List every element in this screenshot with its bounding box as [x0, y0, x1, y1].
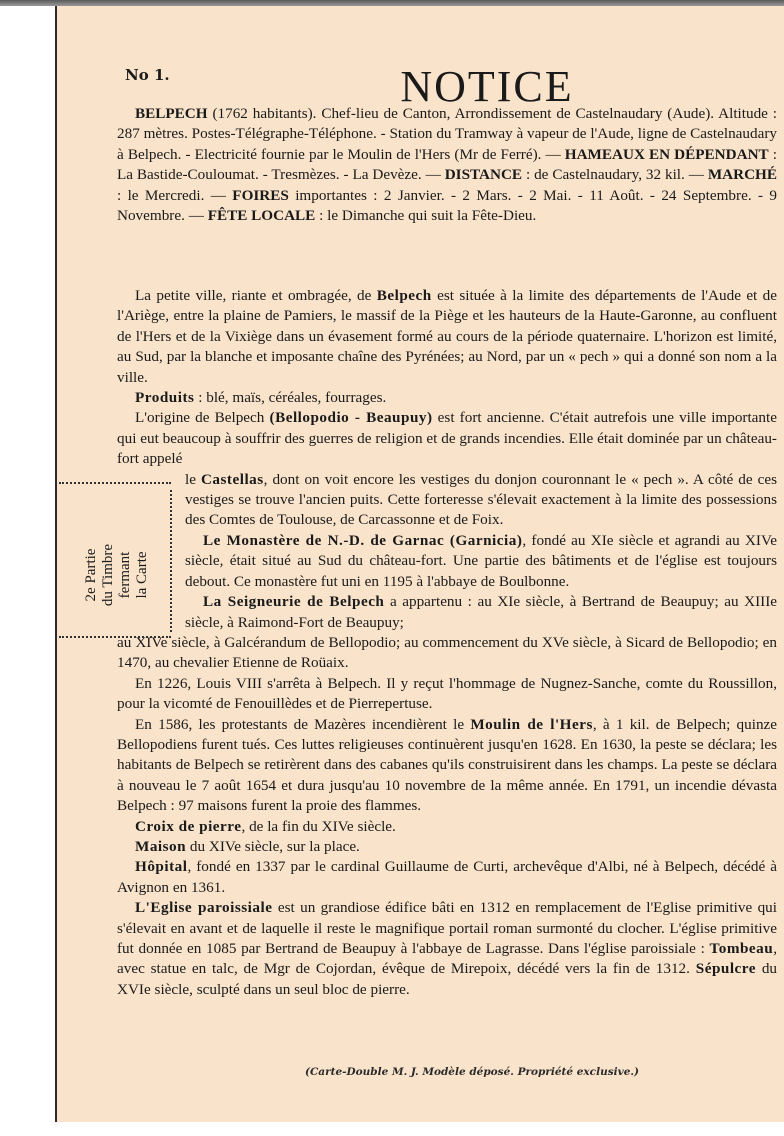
paragraph-castellas	[185, 470, 777, 531]
text: , dont on voit encore les vestiges du donjon couronnant le « pech ». A côté de ces vestiges se trouve l'ancien puits. Cette forteresse s'élevait exactement à la limite des possessions des Comtes de Toulouse, de Carcassonne et de Foix.	[185, 470, 777, 529]
card-number: No 1.	[125, 66, 170, 84]
text: a appartenu : au XIe siècle, à Bertrand de Beaupuy; au XIIIe siècle, à Raimond-Fort de Beaupuy;	[185, 593, 777, 631]
text-bold: Croix de pierre	[135, 817, 242, 835]
text-bold: Hôpital	[135, 858, 188, 876]
text: est un grandiose édifice bâti en 1312 en remplacement de l'Eglise primitive qui s'élevait en avant et de laquelle il reste le magnifique portail roman surmonté du clocher. L'église primitive fut donnée en 1085 par Bertrand de Beaupuy à l'abbaye de Lagrasse. Dans l'église paroissiale :	[117, 899, 777, 957]
paragraph-monastere	[185, 531, 777, 592]
text: , fondé en 1337 par le cardinal Guillaume de Curti, archevêque d'Albi, né à Belpech, décédé à Avignon en 1361.	[117, 858, 777, 896]
text: est située à la limite des départements de l'Aude et de l'Ariège, entre la plaine de Pamiers, le massif de la Piège et les hauteurs de la Haute-Garonne, au confluent de l'Hers et de la Vixiège dans un évasement formé au cours de la période quaternaire. L'horizon est limité, au Sud, par la blanche et imposante chaîne des Pyrénées; au Nord, par un « pech » qui a donné son nom a la ville.	[117, 287, 777, 386]
stamp-line: du Timbre	[100, 543, 116, 607]
body-top	[117, 286, 777, 1000]
paragraph-seigneurie	[185, 592, 777, 633]
text-bold: Castellas	[200, 470, 264, 488]
fete-label: FÊTE LOCALE	[207, 207, 316, 225]
stamp-line: la Carte	[134, 551, 150, 599]
text-bold: Sépulcre	[695, 960, 756, 978]
hameaux-text: : La Bastide-Couloumat. - Tresmèzes. - La Devèze. —	[117, 145, 777, 184]
text-bold: Le Monastère de N.-D. de Garnac (Garnicia)	[203, 531, 523, 549]
paragraph-1586	[117, 715, 777, 817]
text: , à 1 kil. de Belpech; quinze Bellopodiens furent tués. Ces luttes religieuses continuèrent jusqu'en 1628. En 1630, la peste se déclara; les habitants de Belpech se retirèrent dans des cabanes qu'ils construisirent dans les champs. La peste se déclara à nouveau le 7 août 1654 et dura jusqu'au 10 novembre de la même année. En 1791, un incendie dévasta Belpech : 97 maisons furent la proie des flammes.	[117, 715, 778, 815]
text: , avec statue en talc, de Mgr de Cojordan, évêque de Mirepoix, décédé vers la fin de 1312.	[117, 940, 777, 978]
text-bold: L'Eglise paroissiale	[135, 899, 273, 917]
text: La petite ville, riante et ombragée, de	[135, 287, 377, 304]
foires-text: importantes : 2 Janvier. - 2 Mars. - 2 Mai. - 11 Août. - 24 Septembre. - 9 Novembre. —	[117, 186, 778, 225]
text-bold: Moulin de l'Hers	[470, 715, 593, 733]
paragraph-maison	[117, 837, 777, 857]
paragraph-hopital	[117, 857, 777, 898]
stamp-box-divider	[170, 490, 172, 632]
hameaux-label: HAMEAUX EN DÉPENDANT	[564, 145, 769, 163]
text: L'origine de Belpech	[135, 409, 270, 427]
paragraph-1226: En 1226, Louis VIII s'arrêta à Belpech. Il y reçut l'hommage de Nugnez-Sanche, comte du Roussillon, pour la vicomté de Fenouillèdes et de Pierrepertuse.	[117, 674, 777, 713]
text-bold: (Bellopodio - Beaupuy)	[269, 409, 433, 427]
text: le	[185, 470, 201, 488]
footer-note: (Carte-Double M. J. Modèle déposé. Propriété exclusive.)	[304, 1066, 640, 1078]
paragraph-seigneurie-cont: au XIVe siècle, à Galcérandum de Bellopodio; au commencement du XVe siècle, à Sicard de Bellopodio; en 1470, au chevalier Etienne de Roüaix.	[117, 633, 777, 672]
paragraph-eglise	[117, 898, 777, 1000]
text-bold: Maison	[135, 837, 187, 855]
text-bold: Tombeau	[709, 940, 774, 957]
text: , fondé au XIe siècle et agrandi au XIVe siècle, était situé au Sud du château-fort. Une partie des bâtiments et de l'église est toujours debout. Ce monastère fut uni en 1195 à l'abbaye de Boulbonne.	[185, 531, 777, 590]
stamp-line: fermant	[117, 551, 133, 599]
distance-label: DISTANCE	[444, 166, 523, 184]
paragraph-croix	[117, 817, 777, 837]
foires-label: FOIRES	[232, 186, 289, 204]
indented-block	[117, 470, 777, 633]
page-title: NOTICE	[400, 62, 574, 111]
distance-text: : de Castelnaudary, 32 kil. —	[522, 166, 708, 184]
text-bold: La Seigneurie de Belpech	[203, 593, 385, 611]
text: , de la fin du XIVe siècle.	[241, 817, 396, 835]
paragraph-produits	[117, 388, 777, 408]
postcard	[55, 6, 784, 1122]
paragraph-situation	[117, 286, 777, 388]
marche-label: MARCHÉ	[707, 166, 777, 184]
header-block	[117, 104, 777, 226]
stamp-box-label	[83, 495, 151, 655]
stamp-line: 2e Partie	[83, 548, 99, 602]
marche-text: : le Mercredi. —	[117, 186, 233, 204]
text-bold: Belpech	[376, 287, 432, 304]
text: du XIVe siècle, sur la place.	[186, 837, 360, 855]
paragraph-origine	[117, 408, 777, 469]
town-name: BELPECH	[135, 105, 208, 122]
text: En 1586, les protestants de Mazères incendièrent le	[135, 715, 471, 733]
text: est fort ancienne. C'était autrefois une ville importante qui eut beaucoup à souffrir des guerres de religion et de grands incendies. Elle était dominée par un château-fort appelé	[117, 409, 777, 468]
text: du XVIe siècle, sculpté dans un seul bloc de pierre.	[117, 960, 778, 998]
text: : blé, maïs, céréales, fourrages.	[194, 389, 387, 407]
fete-text: : le Dimanche qui suit la Fête-Dieu.	[315, 207, 537, 225]
header-text: (1762 habitants). Chef-lieu de Canton, Arrondissement de Castelnaudary (Aude). Altitude : 287 mètres. Postes-Télégraphe-Téléphone. - Station du Tramway à vapeur de l'Aude, ligne de Castelnaudary à Belpech. - Electricité fournie par le Moulin de l'Hers (Mr de Ferré). —	[117, 105, 777, 163]
text-bold: Produits	[135, 389, 195, 407]
